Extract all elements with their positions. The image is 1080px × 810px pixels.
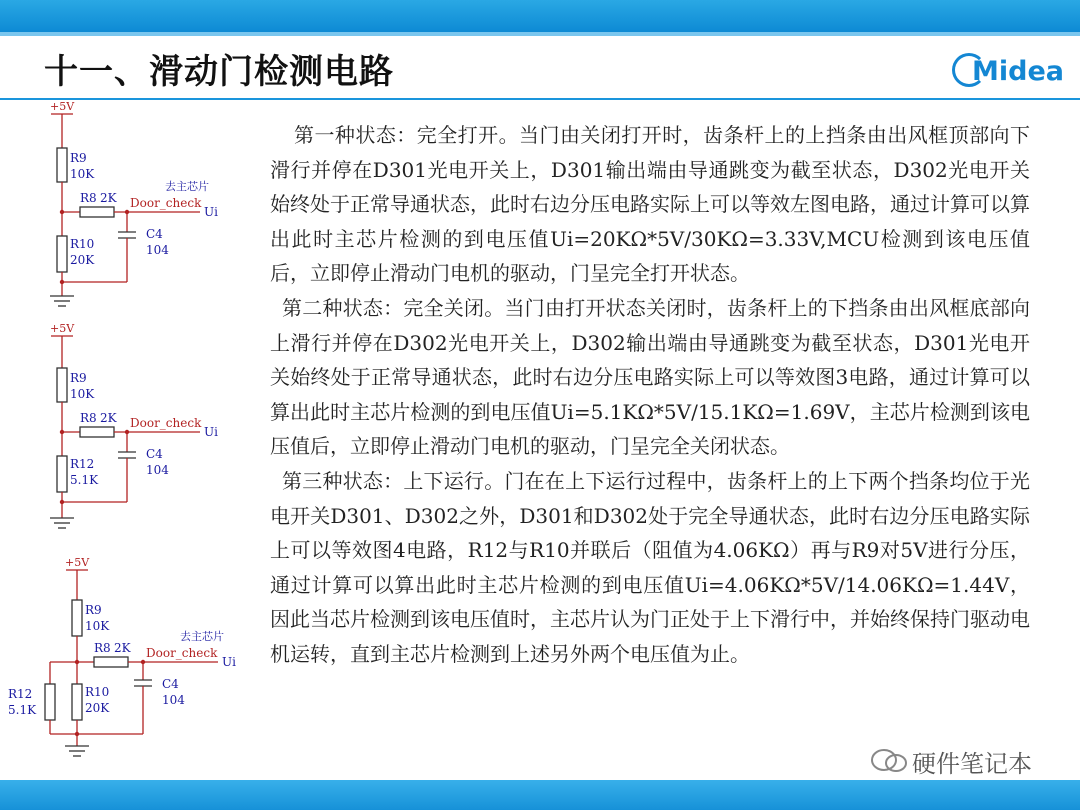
paragraph-state-1: 第一种状态：完全打开。当门由关闭打开时，齿条杆上的上挡条由出风框顶部向下滑行并停在D301光电开关上，D301输出端由导通跳变为截至状态，D302光电开关始终处于正常导通状态，此时右边分压电路实际上可以等效左图电路，通过计算可以算出此时主芯片检测的到电压值Ui=20KΩ*5V/30KΩ=3.33V,MCU检测到该电压值后，立即停止滑动门电机的驱动，门呈完全打开状态。 bbox=[270, 123, 1030, 286]
c2-r9-ref: R9 bbox=[70, 371, 87, 385]
footer-bar bbox=[0, 780, 1080, 810]
c3-c4-value: 104 bbox=[162, 693, 185, 707]
circuit-diagrams bbox=[0, 100, 260, 780]
c3-r9-ref: R9 bbox=[85, 603, 102, 617]
paragraph-state-2: 第二种状态：完全关闭。当门由打开状态关闭时，齿条杆上的下挡条由出风框底部向上滑行并停在D302光电开关上，D302输出端由导通跳变为截至状态，D301光电开关始终处于正常导通状态，此时右边分压电路实际上可以等效图3电路，通过计算可以算出此时主芯片检测的到电压值Ui=5.1KΩ*5V/15.1KΩ=1.69V，主芯片检测到该电压值后，立即停止滑动门电机的驱动，门呈完全关闭状态。 bbox=[270, 295, 1030, 459]
c1-r10-ref: R10 bbox=[70, 237, 95, 251]
watermark-text: 硬件笔记本 bbox=[912, 750, 1032, 778]
c1-out-label: Ui bbox=[204, 205, 218, 219]
c3-note: 去主芯片 bbox=[180, 630, 224, 643]
c1-r8-ref: R8 bbox=[80, 191, 97, 205]
c3-r12-ref: R12 bbox=[8, 687, 33, 701]
c2-supply-label: +5V bbox=[50, 322, 75, 335]
c1-net-label: Door_check bbox=[130, 196, 202, 210]
c3-r12-value: 5.1K bbox=[8, 703, 37, 717]
c1-r8-value: 2K bbox=[100, 191, 117, 205]
c1-note: 去主芯片 bbox=[165, 180, 209, 193]
c2-c4-ref: C4 bbox=[146, 447, 163, 461]
c2-c4-value: 104 bbox=[146, 463, 169, 477]
c1-supply-label: +5V bbox=[50, 100, 75, 113]
c3-r10-ref: R10 bbox=[85, 685, 110, 699]
c2-r9-value: 10K bbox=[70, 387, 95, 401]
c3-supply-label: +5V bbox=[65, 556, 90, 569]
c1-r9-value: 10K bbox=[70, 167, 95, 181]
header-bar bbox=[0, 0, 1080, 32]
c3-r8-ref: R8 bbox=[94, 641, 111, 655]
c2-r12-ref: R12 bbox=[70, 457, 95, 471]
slide-title: 十一、滑动门检测电路 bbox=[44, 52, 394, 92]
c2-out-label: Ui bbox=[204, 425, 218, 439]
c3-net-label: Door_check bbox=[146, 646, 218, 660]
c1-r10-value: 20K bbox=[70, 253, 95, 267]
midea-logo bbox=[950, 50, 1064, 94]
wechat-icon bbox=[870, 748, 910, 774]
c3-c4-ref: C4 bbox=[162, 677, 179, 691]
c2-r8-value: 2K bbox=[100, 411, 117, 425]
c3-r9-value: 10K bbox=[85, 619, 110, 633]
paragraph-state-3: 第三种状态：上下运行。门在在上下运行过程中，齿条杆上的上下两个挡条均位于光电开关D301、D302之外，D301和D302处于完全导通状态，此时右边分压电路实际上可以等效图4电路，R12与R10并联后（阻值为4.06KΩ）再与R9对5V进行分压，通过计算可以算出此时主芯片检测的到电压值Ui=4.06KΩ*5V/14.06KΩ=1.44V，因此当芯片检测到该电压值时，主芯片认为门正处于上下滑行中，并始终保持门驱动电机运转，直到主芯片检测到上述另外两个电压值为止。 bbox=[270, 468, 1030, 666]
c1-c4-value: 104 bbox=[146, 243, 169, 257]
c1-r9-ref: R9 bbox=[70, 151, 87, 165]
c2-net-label: Door_check bbox=[130, 416, 202, 430]
c3-r10-value: 20K bbox=[85, 701, 110, 715]
c3-r8-value: 2K bbox=[114, 641, 131, 655]
c1-c4-ref: C4 bbox=[146, 227, 163, 241]
c2-r8-ref: R8 bbox=[80, 411, 97, 425]
body-text bbox=[270, 118, 1030, 672]
c2-r12-value: 5.1K bbox=[70, 473, 99, 487]
c3-out-label: Ui bbox=[222, 655, 236, 669]
logo-text: Midea bbox=[972, 56, 1064, 87]
